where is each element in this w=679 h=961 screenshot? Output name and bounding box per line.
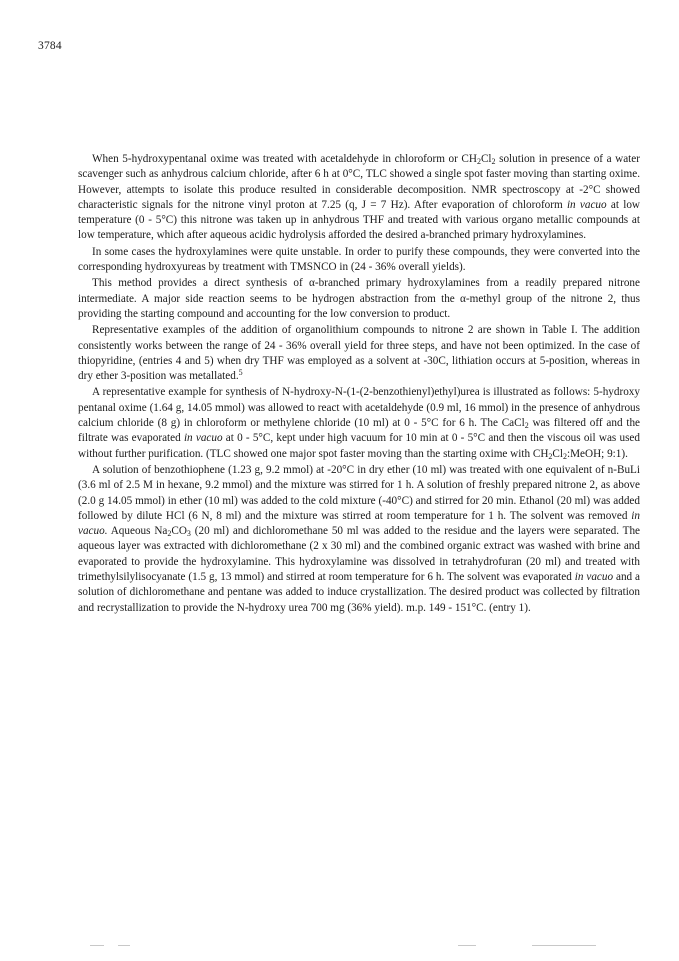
paragraph [78,276,640,322]
subscript: 2 [524,421,529,431]
italic-term: in vacuo. [78,509,640,538]
text-run: was filtered off and the filtrate was evaporated [78,417,640,445]
italic-term: in vacuo [574,571,614,584]
text-run: solution in presence of a water scavenger such as anhydrous calcium chloride, after 6 h at 0°C, TLC showed a single spot faster moving than starting oxime. However, attempts to isolate this produce resulted in considerable decomposition. NMR spectroscopy at -2°C showed characteristic signals for the nitrone vinyl proton at 7.25 (q, J = 7 Hz). After evaporation of chloroform [78,153,640,211]
article-body [78,152,640,616]
footer-rule [90,945,104,946]
subscript: 3 [186,529,191,539]
italic-term: in vacuo [566,198,607,211]
italic-term: in vacuo [183,432,223,445]
paragraph [78,463,640,616]
text-run: at 0 - 5°C, kept under high vacuum for 10 min at 0 - 5°C and then the viscous oil was used without further purification. (TLC showed one major spot faster moving than the starting oxime with CH [78,432,640,460]
subscript: 2 [548,451,553,461]
text-run: Aqueous Na [107,525,168,538]
paragraph [78,152,640,244]
text-run: A solution of benzothiophene (1.23 g, 9.2 mmol) at -20°C in dry ether (10 ml) was treated with one equivalent of n-BuLi (3.6 ml of 2.5 M in hexane, 9.2 mmol) and the mixture was stirred for 1 h. A solution of freshly prepared nitrone 2, as above (2.0 g 14.05 mmol) in ether (10 ml) was added to the cold mixture (-40°C) and stirred for 20 min. Ethanol (20 ml) was added followed by dilute HCl (6 N, 8 ml) and the mixture was stirred at room temperature for 1 h. The solvent was removed [78,463,640,522]
paragraph [78,245,640,276]
subscript: 2 [476,157,481,166]
footer-rule [458,945,476,946]
text-run: This method provides a direct synthesis of α-branched primary hydroxylamines from a readily prepared nitrone intermediate. A major side reaction seems to be hydrogen abstraction from the α-methyl group of the nitrone 2, thus providing the starting compound and accounting for the low conversion to product. [78,277,640,320]
text-run: Representative examples of the addition of organolithium compounds to nitrone 2 are shown in Table I. The addition consistently works between the range of 24 - 36% overall yield for three steps, and have not been optimized. In the case of thiopyridine, (entries 4 and 5) when dry THF was employed as a solvent at -30C, lithiation occurs at 5-position, whereas in dry ether 3-position was metallated. [78,324,640,383]
paragraph [78,323,640,384]
footer-rule [532,945,596,946]
page-number: 3784 [38,40,62,52]
subscript: 2 [562,451,567,461]
text-run: (20 ml) and dichloromethane 50 ml was added to the residue and the layers were separated. The aqueous layer was extracted with dichloromethane (2 x 30 ml) and the combined organic extract was washed with brine and evaporated to provide the hydroxylamine. This hydroxylamine was dissolved in tetrahydrofuran (20 ml) and treated with trimethylsilylisocyanate (1.5 g, 13 mmol) and stirred at room temperature for 6 h. The solvent was evaporated [78,525,641,584]
subscript: 2 [491,157,496,166]
text-run: at low temperature (0 - 5°C) this nitrone was taken up in anhydrous THF and treated with various organo metallic compounds at low temperature, which after aqueous acidic hydrolysis afforded the desired a-branched primary hydroxylamines. [78,198,640,242]
text-run: A representative example for synthesis of N-hydroxy-N-(1-(2-benzothienyl)ethyl)urea is illustrated as follows: 5-hydroxy pentanal oxime (1.64 g, 14.05 mmol) was allowed to react with acetaldehyde (0.9 ml, 16 mmol) in the presence of anhydrous calcium chloride (8 g) in chloroform or methylene chloride (10 ml) at 0 - 5°C for 6 h. The CaCl [78,386,640,430]
reference-superscript: 5 [238,368,243,378]
text-run: and a solution of dichloromethane and pentane was added to induce crystallization. The desired product was collected by filtration and recrystallization to provide the N-hydroxy urea 700 mg (36% yield). m.p. 149 - 151°C. (entry 1). [78,571,641,614]
text-run: :MeOH; 9:1). [566,447,628,460]
text-run: CO [171,525,187,538]
text-run: Cl [480,153,492,165]
paragraph [78,385,640,461]
subscript: 2 [167,529,172,539]
footer-rule [118,945,130,946]
text-run: When 5-hydroxypentanal oxime was treated with acetaldehyde in chloroform or CH [92,153,477,165]
text-run: In some cases the hydroxylamines were quite unstable. In order to purify these compounds, they were converted into the corresponding hydroxyureas by treatment with TMSNCO in (24 - 36% overall yields). [78,245,640,274]
text-run: Cl [552,447,563,460]
